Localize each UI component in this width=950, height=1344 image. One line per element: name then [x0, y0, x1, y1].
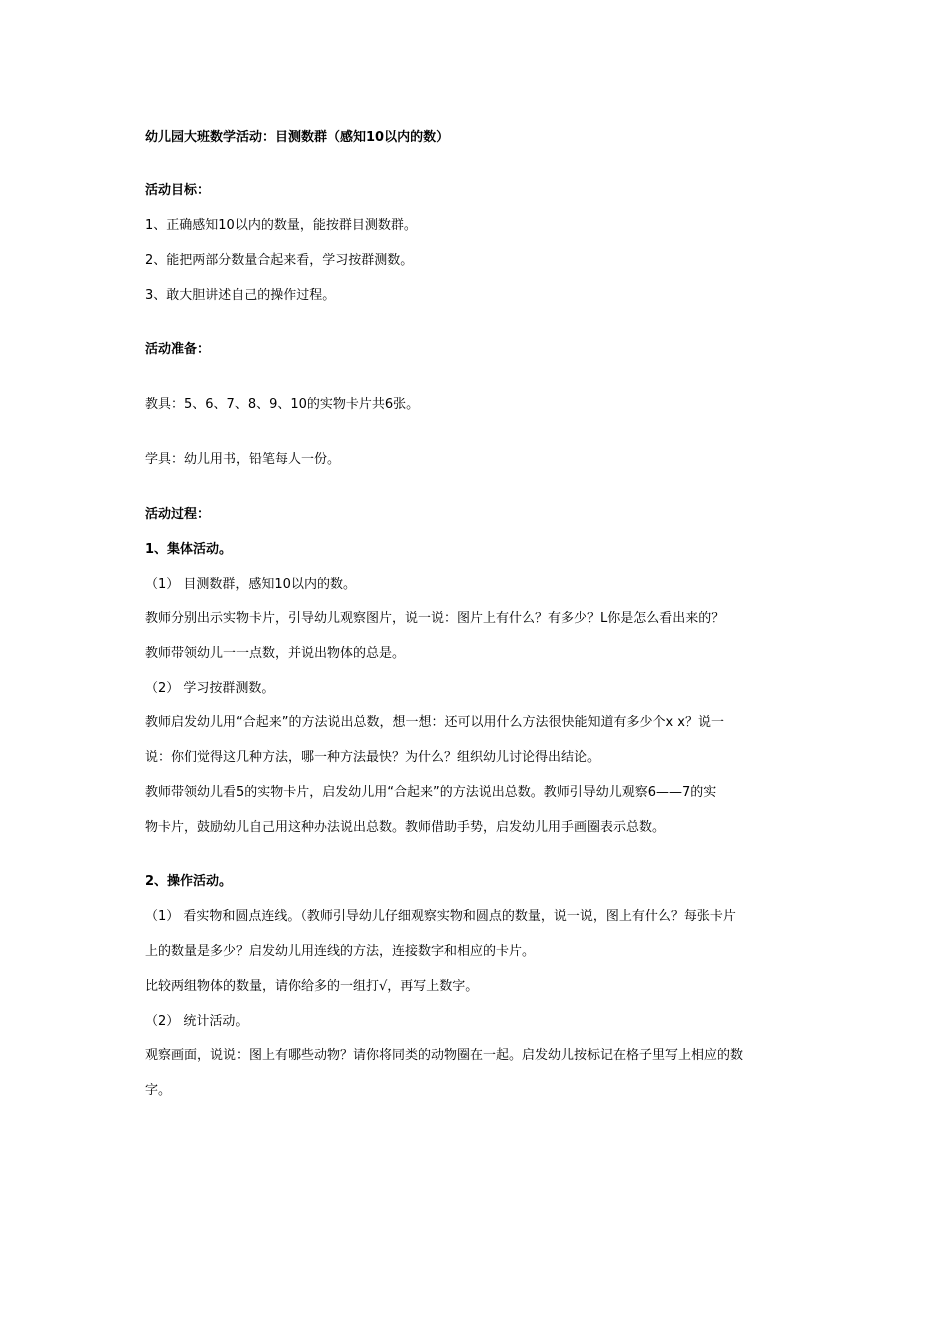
- s1-paragraph1-line1: 教师分别出示实物卡片，引导幼儿观察图片，说一说：图片上有什么？有多少？L你是怎么看出来的？: [145, 611, 725, 626]
- goal-item-2: 2、能把两部分数量合起来看，学习按群测数。: [145, 253, 414, 268]
- s2-item1-line2: 上的数量是多少？启发幼儿用连线的方法，连接数字和相应的卡片。: [145, 944, 536, 959]
- s1-item2: （2） 学习按群测数。: [145, 681, 275, 696]
- section2-heading: 2、操作活动。: [145, 874, 233, 889]
- s1-item1: （1） 目测数群，感知10以内的数。: [145, 577, 356, 592]
- prep-student: 学具：幼儿用书，铅笔每人一份。: [145, 452, 341, 467]
- goal-item-3: 3、敢大胆讲述自己的操作过程。: [145, 288, 336, 303]
- s1-paragraph3-line2: 物卡片，鼓励幼儿自己用这种办法说出总数。教师借助手势，启发幼儿用手画圈表示总数。: [145, 820, 666, 835]
- goals-heading: 活动目标：: [145, 183, 211, 198]
- s1-paragraph1-line2: 教师带领幼儿一一点数，并说出物体的总是。: [145, 646, 406, 661]
- s1-paragraph2-line1: 教师启发幼儿用“合起来”的方法说出总数，想一想：还可以用什么方法很快能知道有多少个x x？说一: [145, 715, 724, 730]
- s2-item1-line1: （1） 看实物和圆点连线。（教师引导幼儿仔细观察实物和圆点的数量，说一说，图上有什么？每张卡片: [145, 909, 736, 924]
- goal-item-1: 1、正确感知10以内的数量，能按群目测数群。: [145, 218, 417, 233]
- document-title: 幼儿园大班数学活动：目测数群（感知10以内的数）: [145, 130, 450, 145]
- s2-paragraph2-line1: 观察画面，说说：图上有哪些动物？请你将同类的动物圈在一起。启发幼儿按标记在格子里写上相应的数: [145, 1048, 744, 1063]
- s2-paragraph1: 比较两组物体的数量，请你给多的一组打√，再写上数字。: [145, 979, 479, 994]
- s1-paragraph2-line2: 说：你们觉得这几种方法，哪一种方法最快？为什么？组织幼儿讨论得出结论。: [145, 750, 601, 765]
- process-heading: 活动过程：: [145, 507, 211, 522]
- section1-heading: 1、集体活动。: [145, 542, 233, 557]
- s1-paragraph3-line1: 教师带领幼儿看5的实物卡片，启发幼儿用“合起来”的方法说出总数。教师引导幼儿观察6——7的实: [145, 785, 717, 800]
- prep-teacher: 教具：5、6、7、8、9、10的实物卡片共6张。: [145, 397, 420, 412]
- prep-heading: 活动准备：: [145, 342, 211, 357]
- s2-item2: （2） 统计活动。: [145, 1014, 249, 1029]
- s2-paragraph2-line2: 字。: [145, 1083, 172, 1098]
